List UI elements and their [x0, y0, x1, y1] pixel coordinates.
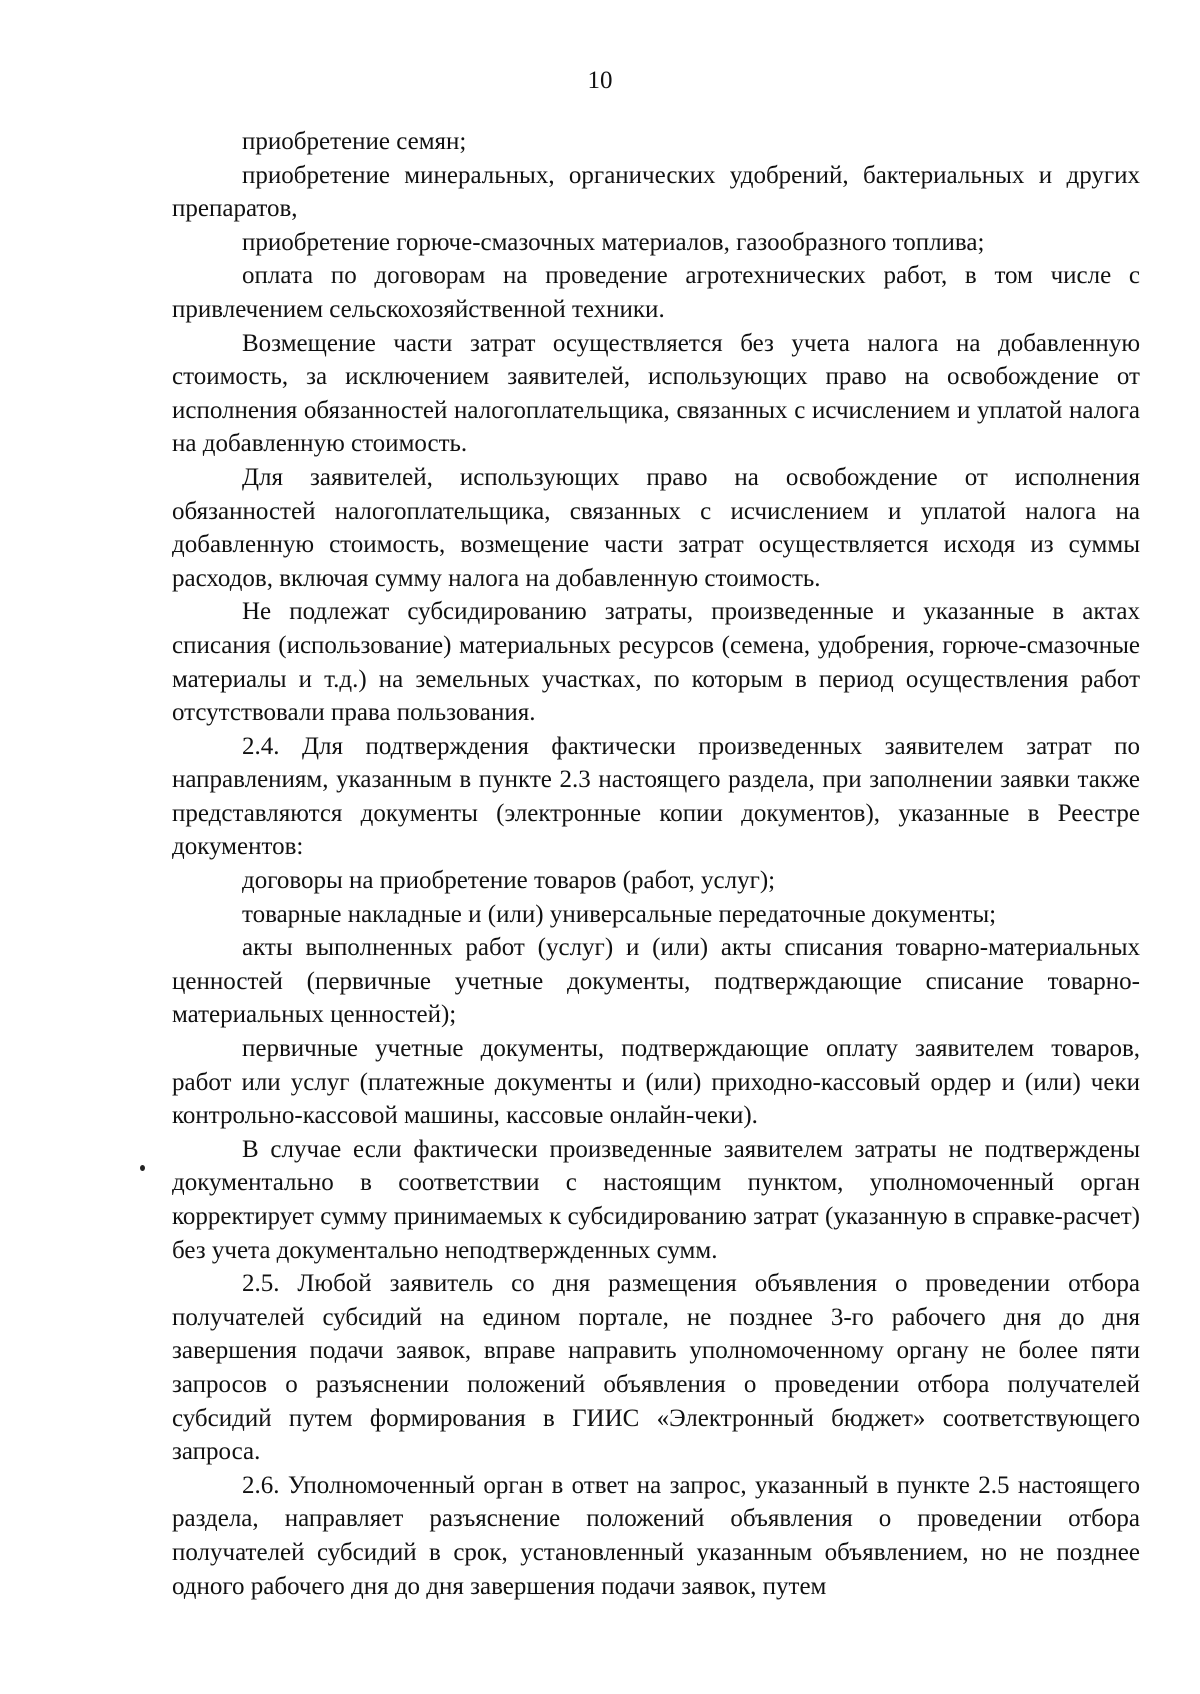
paragraph: акты выполненных работ (услуг) и (или) акты списания товарно-материальных ценностей (первичные учетные документы, подтверждающие списание товарно-материальных ценностей);	[172, 934, 1140, 1029]
paragraph: 2.6. Уполномоченный орган в ответ на запрос, указанный в пункте 2.5 настоящего раздела, направляет разъяснение положений объявления о проведении отбора получателей субсидий в срок, установленный указанным объявлением, но не позднее одного рабочего дня до дня завершения подачи заявок, путем	[172, 1471, 1140, 1600]
paragraph: договоры на приобретение товаров (работ, услуг);	[242, 867, 776, 895]
paragraph: приобретение минеральных, органических удобрений, бактериальных и других препаратов,	[172, 161, 1140, 223]
paragraph: оплата по договорам на проведение агротехнических работ, в том числе с привлечением сельскохозяйственной техники.	[172, 262, 1140, 323]
scan-mark	[140, 1165, 145, 1171]
page-number: 10	[587, 67, 613, 94]
paragraph: Не подлежат субсидированию затраты, произведенные и указанные в актах списания (использование) материальных ресурсов (семена, удобрения, горюче-смазочные материалы и т.д.) на земельных участках, по которым в период осуществления работ отсутствовали права пользования.	[172, 598, 1140, 727]
paragraph: приобретение семян;	[242, 128, 467, 155]
paragraph: 2.4. Для подтверждения фактически произведенных заявителем затрат по направлениям, указанным в пункте 2.3 настоящего раздела, при заполнении заявки также представляются документы (электронные копии документов), указанные в Реестре документов:	[172, 732, 1140, 861]
paragraph: Возмещение части затрат осуществляется без учета налога на добавленную стоимость, за исключением заявителей, использующих право на освобождение от исполнения обязанностей налогоплательщика, связанных с исчислением и уплатой налога на добавленную стоимость.	[172, 329, 1140, 458]
paragraph: приобретение горюче-смазочных материалов, газообразного топлива;	[242, 228, 985, 256]
paragraph: 2.5. Любой заявитель со дня размещения объявления о проведении отбора получателей субсидий на едином портале, не позднее 3-го рабочего дня до дня завершения подачи заявок, вправе направить уполномоченному органу не более пяти запросов о разъяснении положений объявления о проведении отбора получателей субсидий путем формирования в ГИИС «Электронный бюджет» соответствующего запроса.	[172, 1270, 1140, 1466]
paragraph: В случае если фактически произведенные заявителем затраты не подтверждены документально в соответствии с настоящим пунктом, уполномоченный орган корректирует сумму принимаемых к субсидированию затрат (указанную в справке-расчет) без учета документально неподтвержденных сумм.	[172, 1135, 1140, 1264]
paragraph: товарные накладные и (или) универсальные передаточные документы;	[242, 900, 997, 928]
paragraph: первичные учетные документы, подтверждающие оплату заявителем товаров, работ или услуг (платежные документы и (или) приходно-кассовый ордер и (или) чеки контрольно-кассовой машины, кассовые онлайн-чеки).	[172, 1035, 1140, 1130]
body-text	[172, 125, 1140, 1603]
paragraph: Для заявителей, использующих право на освобождение от исполнения обязанностей налогоплательщика, связанных с исчислением и уплатой налога на добавленную стоимость, возмещение части затрат осуществляется исходя из суммы расходов, включая сумму налога на добавленную стоимость.	[172, 463, 1140, 592]
